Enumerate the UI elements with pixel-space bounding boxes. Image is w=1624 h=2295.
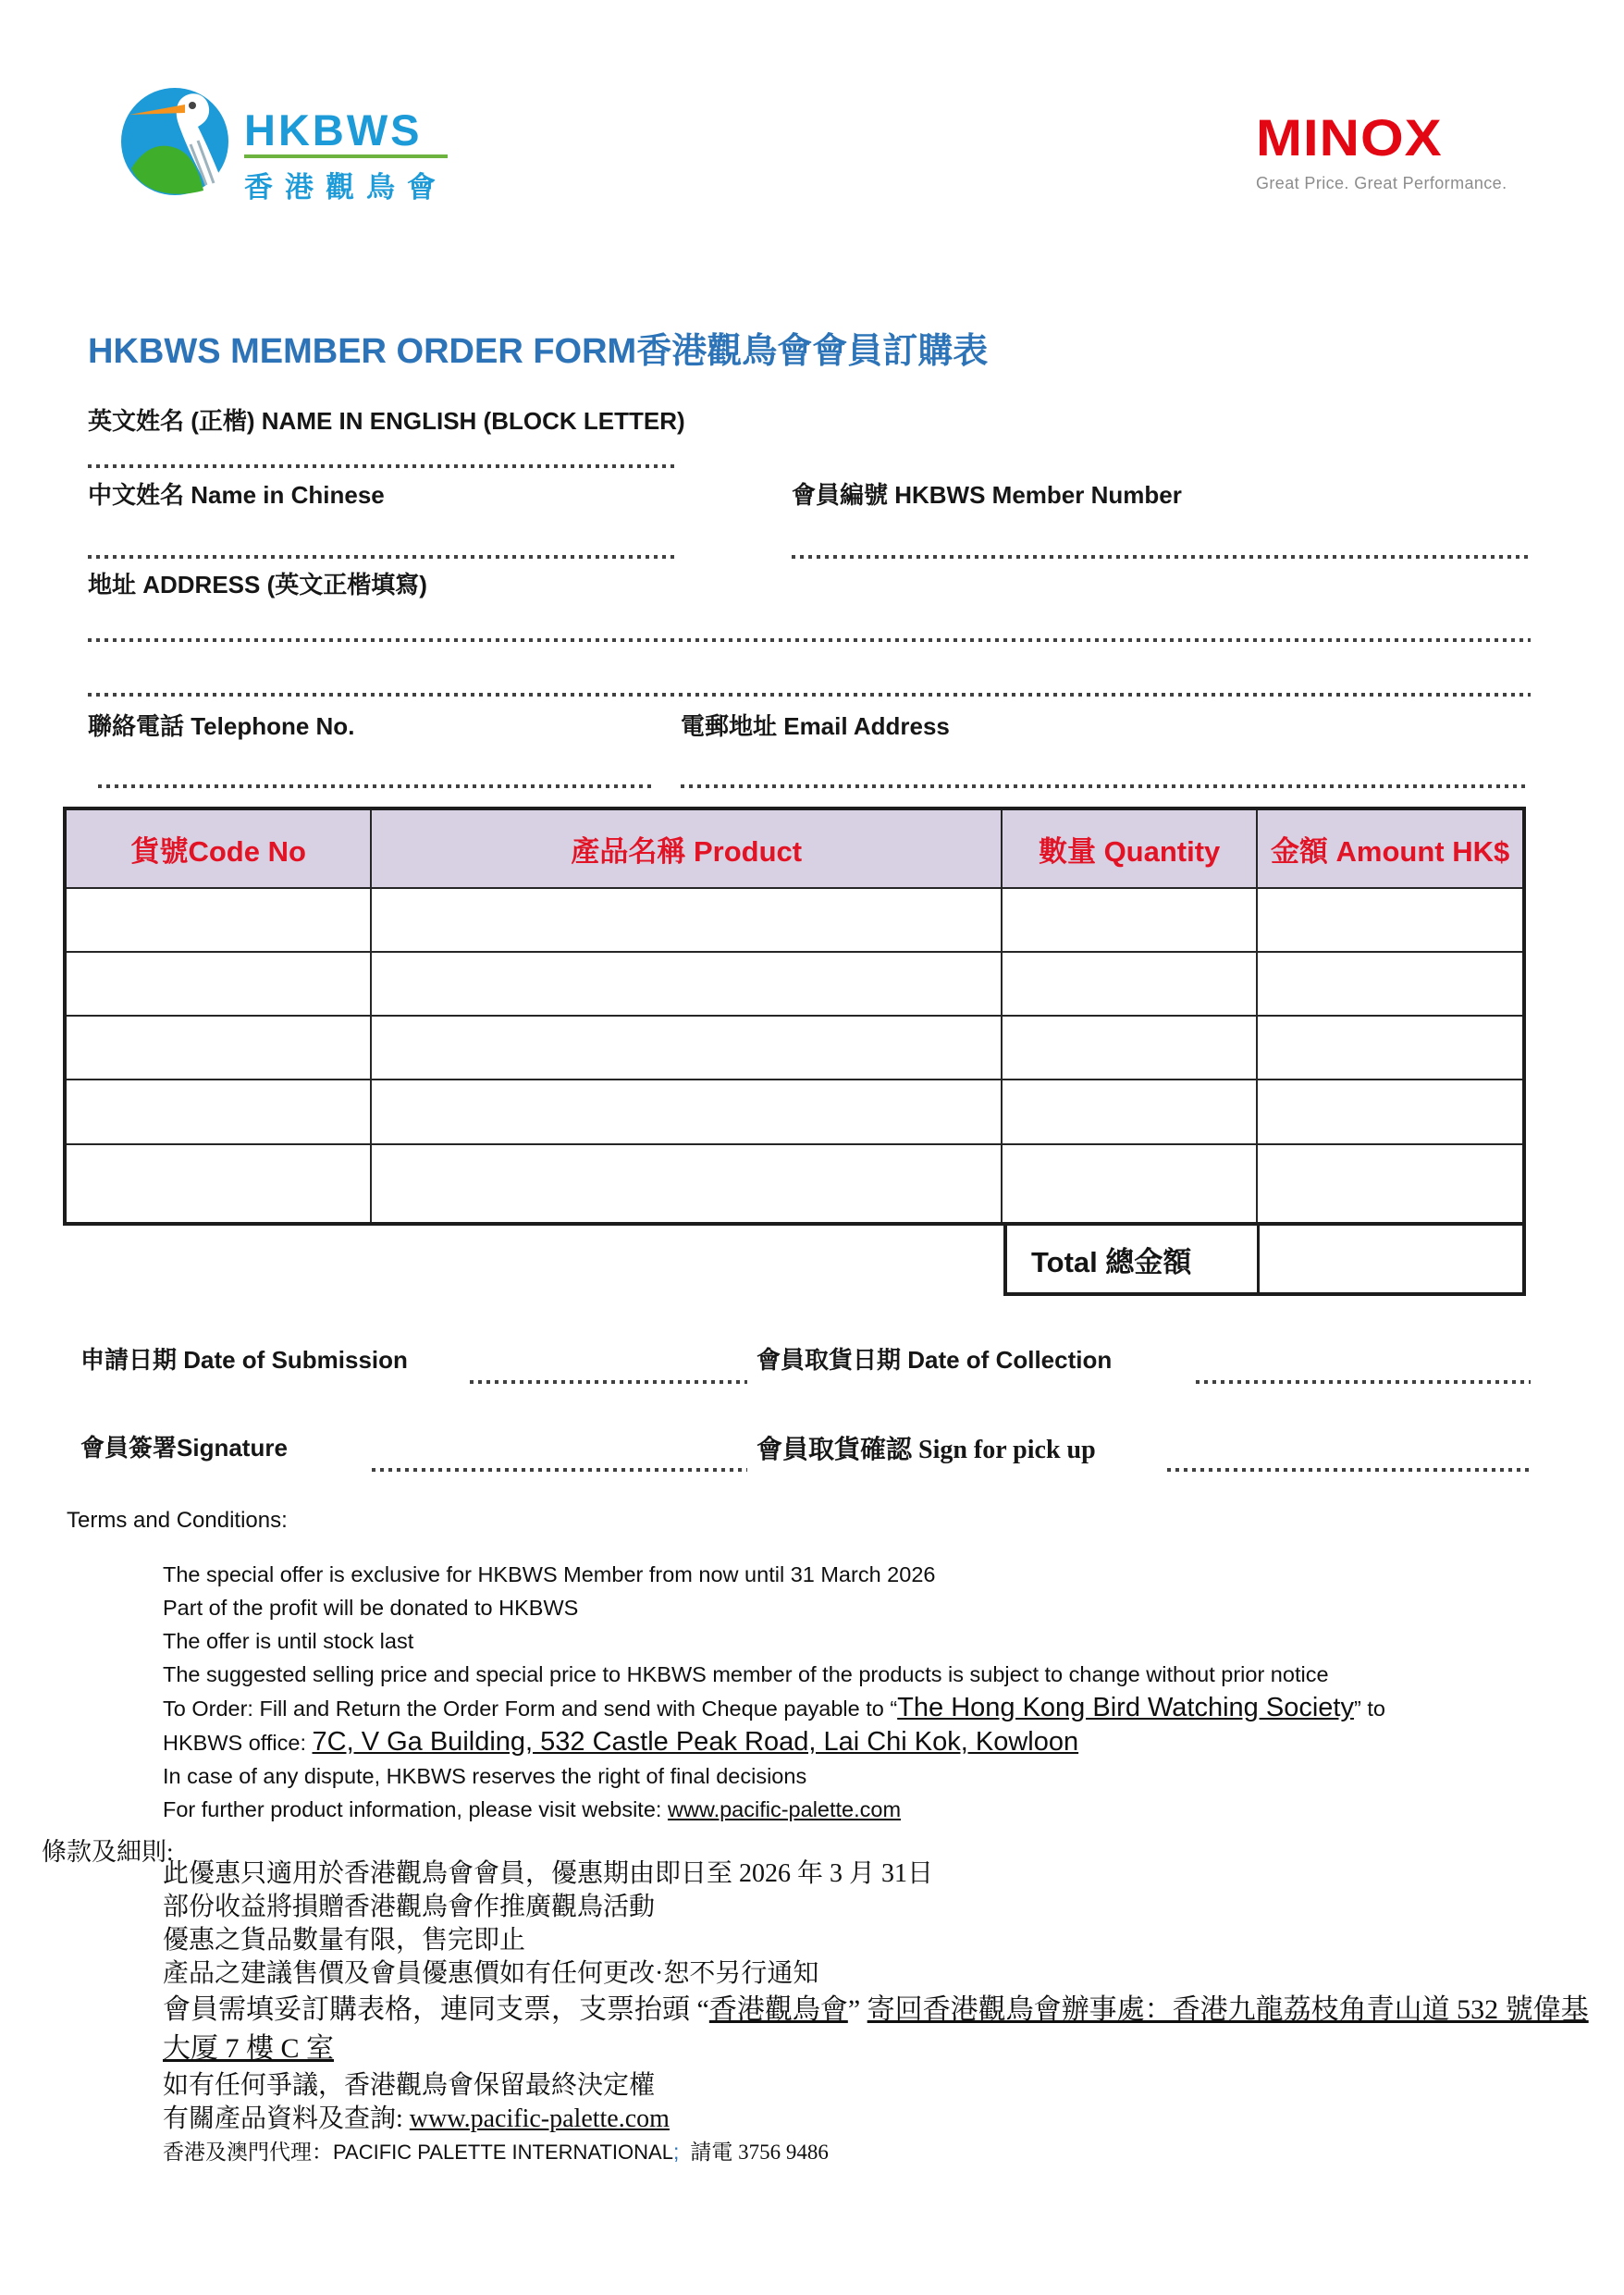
- terms-zh-item-5: [163, 1991, 1610, 2068]
- cell-quantity: [1002, 1144, 1257, 1224]
- cell-product: [371, 888, 1002, 952]
- terms-zh-item-6: 如有任何爭議，香港觀鳥會保留最終決定權: [163, 2071, 656, 2100]
- minox-logo: [1256, 109, 1524, 193]
- label-sign-for-pickup: 會員取貨確認 Sign for pick up: [757, 1436, 1096, 1464]
- terms-en-item-8-pre: For further product information, please visit website:: [163, 1797, 668, 1821]
- agent-label-zh: 香港及澳門代理：: [163, 2141, 333, 2164]
- fill-line-telephone: [98, 784, 653, 788]
- label-name-english: 英文姓名 (正楷) NAME IN ENGLISH (BLOCK LETTER): [88, 407, 685, 435]
- agent-line: [163, 2136, 1610, 2168]
- terms-zh-item-7-pre: 有關產品資料及查詢:: [163, 2104, 410, 2133]
- terms-en-item-1: The special offer is exclusive for HKBWS Member from now until 31 March 2026: [163, 1562, 936, 1586]
- column-header-quantity: 數量 Quantity: [1002, 808, 1257, 888]
- payee-name-en: The Hong Kong Bird Watching Society: [897, 1693, 1354, 1722]
- column-header-product: 產品名稱 Product: [371, 808, 1002, 888]
- cell-amount: [1257, 1144, 1524, 1224]
- total-amount-cell: [1260, 1226, 1522, 1292]
- hkbws-logo-chinese: 香港觀鳥會: [244, 171, 448, 204]
- hkbws-logo-acronym: HKBWS: [244, 107, 448, 158]
- label-address: 地址 ADDRESS (英文正楷填寫): [88, 571, 427, 598]
- hkbws-office-address-zh: 寄回香港觀鳥會辦事處：香港九龍荔枝角青山道 532 號偉基大厦 7 樓 C 室: [163, 1994, 1589, 2064]
- hkbws-office-address: 7C, V Ga Building, 532 Castle Peak Road, Lai Chi Kok, Kowloon: [312, 1727, 1079, 1757]
- agent-telephone: 請電 3756 9486: [690, 2141, 829, 2164]
- terms-en-item-6-pre: HKBWS office:: [163, 1731, 313, 1755]
- order-row-4: [65, 1080, 1524, 1143]
- cell-amount: [1257, 1016, 1524, 1080]
- terms-zh-item-7: [163, 2103, 1610, 2135]
- website-link[interactable]: www.pacific-palette.com: [667, 1797, 902, 1821]
- minox-wordmark: MINOX: [1256, 109, 1443, 167]
- order-row-3: [65, 1016, 1524, 1080]
- fill-line-email: [681, 784, 1529, 788]
- label-name-chinese: 中文姓名 Name in Chinese: [88, 481, 385, 509]
- terms-en-item-4: The suggested selling price and special price to HKBWS member of the products is subject to change without prior notice: [163, 1662, 1329, 1686]
- cell-quantity: [1002, 1016, 1257, 1080]
- fill-line-address-1: [88, 638, 1531, 642]
- terms-zh-item-2: 部份收益將損贈香港觀鳥會作推廣觀鳥活動: [163, 1893, 656, 1921]
- fill-line-address-2: [88, 693, 1531, 697]
- cell-product: [371, 952, 1002, 1016]
- label-signature: 會員簽署Signature: [80, 1434, 288, 1462]
- terms-en-heading: Terms and Conditions:: [67, 1508, 288, 1533]
- terms-zh-item-5-mid: ”: [847, 1994, 867, 2025]
- hkbws-logo-text: [244, 107, 448, 205]
- cell-quantity: [1002, 952, 1257, 1016]
- cell-amount: [1257, 1080, 1524, 1143]
- terms-en-item-5-post: ” to: [1353, 1697, 1385, 1721]
- terms-en-item-7: In case of any dispute, HKBWS reserves the right of final decisions: [163, 1764, 807, 1788]
- column-header-amount: 金額 Amount HK$: [1257, 808, 1524, 888]
- terms-en-item-5-pre: To Order: Fill and Return the Order Form and send with Cheque payable to “: [163, 1697, 898, 1721]
- terms-en-item-8: [163, 1793, 1569, 1826]
- website-link-zh[interactable]: www.pacific-palette.com: [409, 2104, 670, 2133]
- label-email: 電郵地址 Email Address: [681, 712, 950, 740]
- payee-name-zh: 香港觀鳥會: [708, 1994, 848, 2025]
- agent-name-en: PACIFIC PALETTE INTERNATIONAL: [333, 2141, 673, 2164]
- order-table-header-row: [65, 808, 1524, 888]
- fill-line-name-chinese: [88, 555, 675, 559]
- minox-tagline: Great Price. Great Performance.: [1256, 174, 1507, 192]
- fill-line-date-of-submission: [470, 1380, 747, 1384]
- terms-zh-list: [163, 1857, 1610, 2169]
- fill-line-member-number: [792, 555, 1529, 559]
- cell-code: [65, 1080, 371, 1143]
- cell-amount: [1257, 888, 1524, 952]
- terms-zh-item-3: 優惠之貨品數量有限，售完即止: [163, 1926, 526, 1955]
- label-date-of-collection: 會員取貨日期 Date of Collection: [757, 1346, 1113, 1374]
- fill-line-date-of-collection: [1196, 1380, 1531, 1384]
- cell-quantity: [1002, 888, 1257, 952]
- label-date-of-submission: 申請日期 Date of Submission: [80, 1346, 408, 1374]
- terms-en-item-3: The offer is until stock last: [163, 1629, 414, 1653]
- column-header-code-no: 貨號Code No: [65, 808, 371, 888]
- fill-line-signature: [372, 1468, 747, 1472]
- cell-code: [65, 888, 371, 952]
- order-row-1: [65, 888, 1524, 952]
- order-row-2: [65, 952, 1524, 1016]
- cell-amount: [1257, 952, 1524, 1016]
- terms-en-item-5: [163, 1691, 1569, 1725]
- cell-product: [371, 1016, 1002, 1080]
- cell-product: [371, 1144, 1002, 1224]
- label-telephone: 聯絡電話 Telephone No.: [88, 712, 355, 740]
- terms-zh-item-1: 此優惠只適用於香港觀鳥會會員，優惠期由即日至 2026 年 3 月 31日: [163, 1859, 934, 1888]
- order-row-5: [65, 1144, 1524, 1224]
- cell-quantity: [1002, 1080, 1257, 1143]
- cell-code: [65, 952, 371, 1016]
- hkbws-logo: [118, 85, 448, 205]
- terms-en-item-2: Part of the profit will be donated to HKBWS: [163, 1596, 579, 1620]
- terms-en-item-6: [163, 1725, 1569, 1759]
- terms-en-list: [163, 1558, 1569, 1826]
- fill-line-name-english: [88, 464, 675, 468]
- cell-code: [65, 1144, 371, 1224]
- terms-zh-item-5-pre: 會員需填妥訂購表格，連同支票，支票抬頭 “: [163, 1994, 709, 2025]
- fill-line-sign-for-pickup: [1167, 1468, 1531, 1472]
- total-label: Total 總金額: [1007, 1226, 1260, 1292]
- cell-product: [371, 1080, 1002, 1143]
- page-title: HKBWS MEMBER ORDER FORM香港觀鳥會會員訂購表: [88, 332, 989, 371]
- terms-zh-heading: 條款及細則:: [42, 1838, 174, 1866]
- total-row: [1003, 1222, 1526, 1296]
- cell-code: [65, 1016, 371, 1080]
- order-table: [63, 807, 1526, 1226]
- terms-zh-item-4: 產品之建議售價及會員優惠價如有任何更改·恕不另行通知: [163, 1959, 819, 1988]
- label-member-number: 會員編號 HKBWS Member Number: [792, 481, 1182, 509]
- hkbws-bird-icon: [118, 85, 231, 198]
- agent-semicolon: ;: [672, 2140, 680, 2164]
